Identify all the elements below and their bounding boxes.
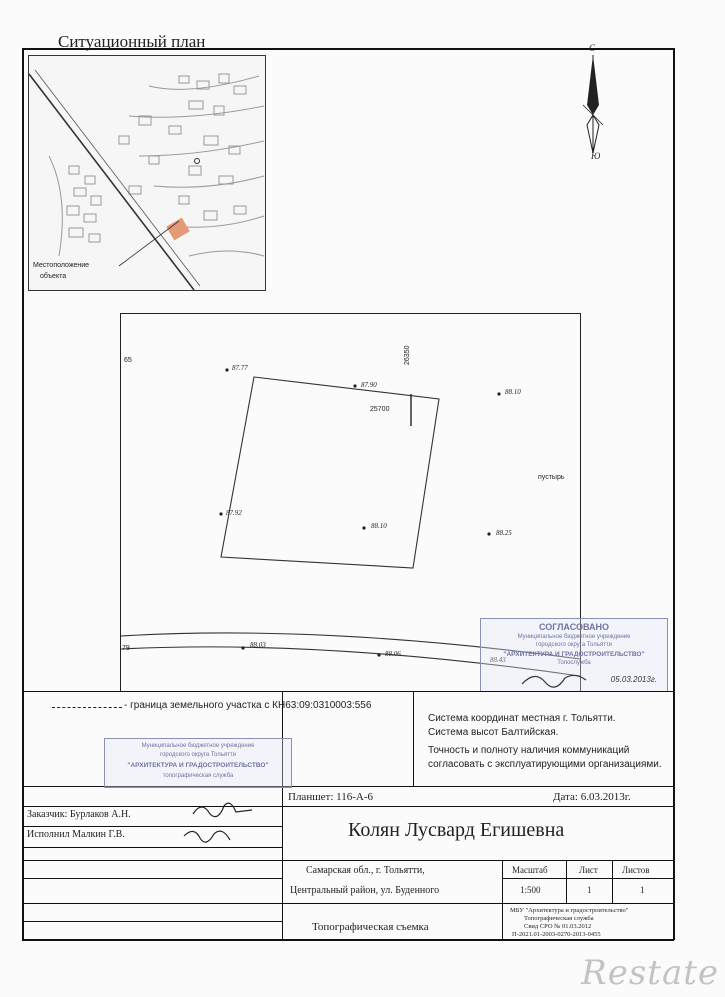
coord-y-label: 26350	[404, 345, 411, 365]
elevation-1: 87.77	[232, 364, 248, 372]
situation-caption-line2: объекта	[40, 273, 67, 280]
situation-map-graphic	[29, 56, 265, 290]
sheet-value: 1	[587, 885, 592, 895]
scale-value: 1:500	[520, 885, 541, 895]
tb-hline-8	[22, 903, 674, 904]
address-line1: Самарская обл., г. Тольятти,	[306, 865, 425, 876]
left-stamp-line3: "АРХИТЕКТУРА И ГРАДОСТРОИТЕЛЬСТВО"	[127, 762, 269, 769]
customer-label: Заказчик: Бурлаков А.Н.	[27, 809, 131, 820]
approval-signature	[520, 668, 590, 690]
watermark-logo: Restate	[581, 953, 719, 993]
situation-plan-title: Ситуационный план	[58, 32, 206, 51]
sheets-header: Листов	[622, 865, 650, 875]
tb-hline-3	[22, 806, 674, 807]
sheet-header: Лист	[579, 865, 598, 875]
left-stamp-line4: топографическая служба	[162, 773, 234, 779]
tb-hline-9	[22, 921, 282, 922]
tb-hline-5	[22, 847, 282, 848]
tb-vline-4	[566, 860, 567, 903]
elevation-5: 88.10	[371, 522, 387, 530]
elevation-9: 88.43	[490, 656, 506, 664]
grid-label-left-bottom: 79	[122, 645, 130, 652]
frame-bottom	[22, 939, 674, 941]
notes-line3: Точность и полноту наличия коммуникаций	[428, 745, 630, 756]
tb-vline-1	[282, 691, 283, 939]
org-line1: МБУ "Архитектура и градостроительство"	[510, 907, 629, 914]
tb-vline-3	[502, 860, 503, 939]
tb-vline-2	[413, 691, 414, 786]
elevation-4: 87.92	[226, 509, 242, 517]
org-line2: Топографическая служба	[524, 915, 594, 922]
org-line4: П-2021.01-2003-0270-2013-0455	[512, 931, 601, 938]
scale-header: Масштаб	[512, 865, 548, 875]
coord-x-label: 25700	[370, 406, 390, 413]
tb-hline-4	[22, 826, 282, 827]
approval-stamp-title: СОГЛАСОВАНО	[538, 622, 610, 632]
compass-icon	[578, 45, 608, 163]
notes-line1: Система координат местная г. Тольятти.	[428, 713, 616, 724]
north-label: С	[589, 43, 596, 53]
client-name: Колян Лусвард Егишевна	[348, 819, 565, 841]
sheets-value: 1	[640, 885, 645, 895]
elevation-2: 87.90	[361, 381, 377, 389]
date-label: Дата: 6.03.2013г.	[553, 791, 631, 803]
tb-hline-6	[22, 860, 674, 861]
customer-signature	[190, 796, 255, 824]
elevation-6: 88.25	[496, 529, 512, 537]
executor-signature	[180, 822, 235, 850]
left-stamp	[104, 738, 292, 788]
org-line3: Свид СРО № 01.03.2012	[524, 923, 592, 930]
doc-type: Топографическая съемка	[312, 921, 429, 933]
boundary-legend-dashes	[52, 707, 122, 708]
left-stamp-line1: Муниципальное бюджетное учреждение	[141, 743, 255, 749]
approval-stamp-line2: городского округа Тольятти	[536, 642, 612, 648]
approval-stamp-line4: Топослужба	[557, 660, 591, 666]
boundary-legend-text: - граница земельного участка с КН63:09:0310003:556	[124, 700, 372, 711]
south-label: Ю	[591, 151, 601, 161]
executor-label: Исполнил Малкин Г.В.	[27, 829, 125, 840]
grid-label-left: 65	[124, 357, 132, 364]
tb-hline-1	[22, 691, 674, 692]
situation-caption-line1: Местоположение	[33, 262, 90, 269]
notes-line4: согласовать с эксплуатирующими организациями.	[428, 759, 662, 770]
approval-stamp-date: 05.03.2013г.	[610, 675, 657, 684]
address-line2: Центральный район, ул. Буденного	[290, 885, 440, 896]
approval-stamp-line1: Муниципальное бюджетное учреждение	[517, 634, 631, 640]
tb-vline-5	[612, 860, 613, 903]
area-label: пустырь	[538, 474, 565, 481]
planshet-label: Планшет: 116-А-6	[288, 791, 374, 803]
tb-hline-7	[22, 878, 282, 879]
left-stamp-line2: городского округа Тольятти	[160, 752, 236, 758]
notes-line2: Система высот Балтийская.	[428, 727, 559, 738]
situation-plan-map	[28, 55, 266, 291]
north-arrow	[578, 45, 608, 163]
tb-hline-scale	[502, 878, 674, 879]
approval-stamp-line3: "АРХИТЕКТУРА И ГРАДОСТРОИТЕЛЬСТВО"	[503, 651, 645, 658]
elevation-8: 88.06	[385, 650, 401, 658]
elevation-3: 88.10	[505, 388, 521, 396]
elevation-7: 88.03	[250, 641, 266, 649]
